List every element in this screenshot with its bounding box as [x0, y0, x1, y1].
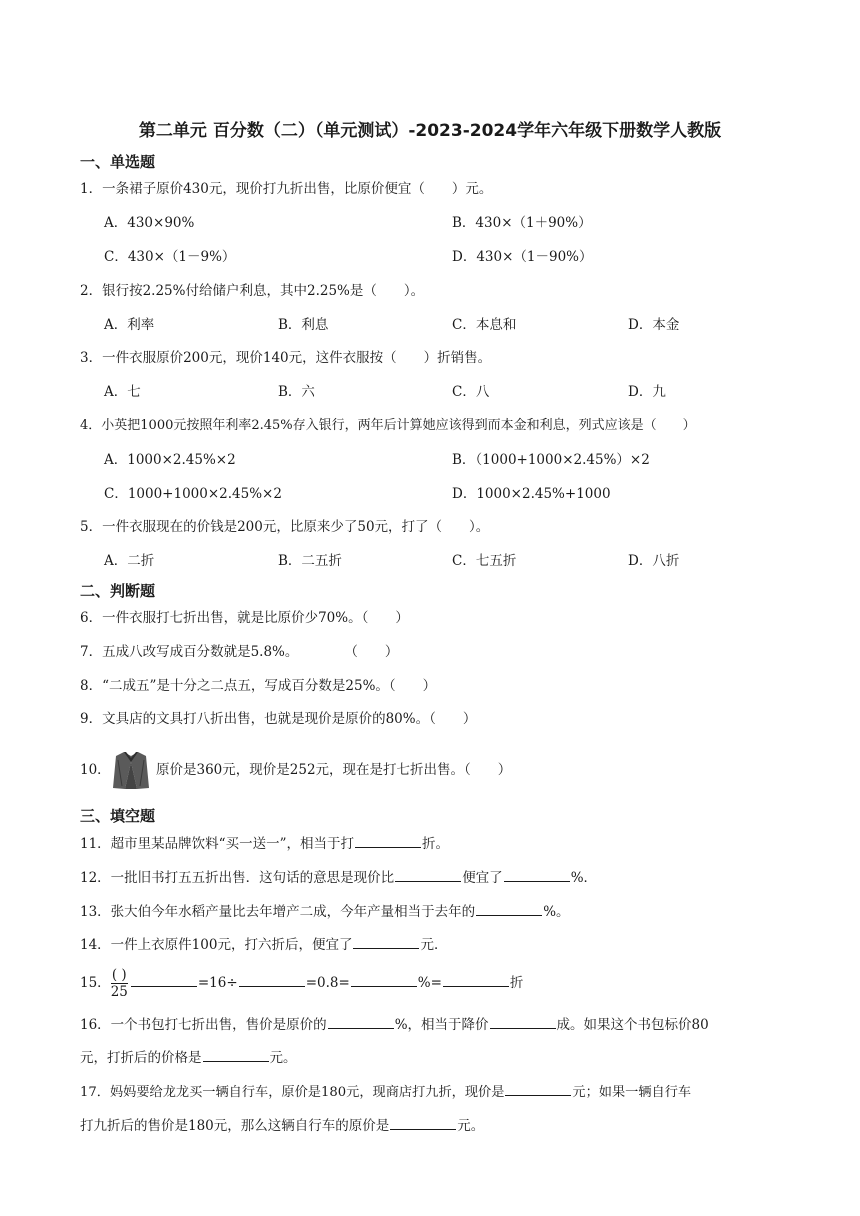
answer-blank[interactable]	[505, 1081, 571, 1096]
section-heading-single-choice: 一、单选题	[80, 153, 156, 171]
question-13-tail: %。	[543, 904, 570, 920]
question-7-text: 7．五成八改写成百分数就是5.8%。	[80, 644, 299, 660]
question-15-part-d: 折	[509, 975, 524, 991]
q4-option-d: D．1000×2.45%+1000	[452, 486, 611, 502]
question-4: 4．小英把1000元按照年利率2.45%存入银行，两年后计算她应该得到而本金和利息，列式应该是（ ）	[80, 418, 696, 433]
question-9: 9．文具店的文具打八折出售，也就是现价是原价的80%。（ ）	[80, 711, 477, 727]
q2-option-b: B．利息	[278, 317, 329, 333]
answer-blank[interactable]	[443, 972, 509, 987]
q2-option-a: A．利率	[104, 317, 155, 333]
answer-blank[interactable]	[476, 901, 542, 916]
question-13-text: 13．张大伯今年水稻产量比去年增产二成，今年产量相当于去年的	[80, 904, 476, 920]
answer-blank[interactable]	[351, 972, 417, 987]
q5-option-b: B．二五折	[278, 553, 342, 569]
q2-option-c: C．本息和	[452, 317, 517, 333]
jacket-icon	[112, 750, 150, 790]
question-14	[80, 934, 447, 955]
answer-blank[interactable]	[353, 934, 419, 949]
answer-blank[interactable]	[328, 1014, 394, 1029]
answer-blank[interactable]	[490, 1014, 556, 1029]
question-17-line-2	[80, 1115, 484, 1136]
q4-option-c: C．1000+1000×2.45%×2	[104, 486, 282, 502]
q3-option-b: B．六	[278, 384, 315, 400]
answer-blank[interactable]	[239, 972, 305, 987]
question-15-part-c: %=	[417, 975, 442, 991]
question-10-number: 10．	[80, 762, 111, 778]
question-12	[80, 867, 597, 888]
question-10-text: 原价是360元，现价是252元，现在是打七折出售。（ ）	[156, 762, 512, 778]
fraction-numerator: ( )	[111, 967, 127, 983]
question-12-tail: %．	[570, 870, 598, 886]
page-title: 第二单元 百分数（二）（单元测试）-2023-2024学年六年级下册数学人教版	[138, 121, 722, 141]
question-17-mid: 元；如果一辆自行车	[572, 1085, 692, 1100]
question-7	[80, 642, 398, 662]
question-15-part-a: =16÷	[197, 975, 238, 991]
question-17-tail: 元。	[457, 1118, 485, 1134]
question-16-line-2	[80, 1047, 297, 1068]
question-12-mid: 便宜了	[462, 870, 503, 886]
question-16-line-2-text: 元，打折后的价格是	[80, 1050, 202, 1066]
question-1: 1．一条裙子原价430元，现价打九折出售，比原价便宜（ ）元。	[80, 181, 493, 197]
section-heading-fill-in: 三、填空题	[80, 807, 156, 825]
question-16-tail: 元。	[269, 1050, 297, 1066]
answer-blank[interactable]	[390, 1115, 456, 1130]
question-16-text: 16．一个书包打七折出售，售价是原价的	[80, 1017, 327, 1033]
answer-blank[interactable]	[355, 833, 421, 848]
fraction	[111, 967, 128, 1000]
question-11-text: 11．超市里某品牌饮料“买一送一”，相当于打	[80, 836, 354, 852]
q4-option-a: A．1000×2.45%×2	[104, 452, 236, 468]
fraction-denominator: 25	[110, 984, 128, 1000]
question-15-number: 15．	[80, 975, 111, 991]
question-7-paren: （ ）	[344, 644, 399, 660]
q1-option-c: C．430×（1－9%）	[104, 249, 236, 265]
q1-option-d: D．430×（1－90%）	[452, 249, 593, 265]
answer-blank[interactable]	[395, 867, 461, 882]
q2-option-d: D．本金	[628, 317, 680, 333]
question-8: 8．“二成五”是十分之二点五，写成百分数是25%。（ ）	[80, 678, 437, 694]
question-11-tail: 折。	[421, 836, 449, 852]
question-12-text: 12．一批旧书打五五折出售．这句话的意思是现价比	[80, 870, 395, 886]
question-16-line-1	[80, 1014, 709, 1035]
question-5: 5．一件衣服现在的价钱是200元，比原来少了50元，打了（ ）。	[80, 519, 490, 535]
answer-blank[interactable]	[131, 972, 197, 987]
question-13	[80, 901, 570, 922]
question-17-line-1	[80, 1081, 691, 1103]
question-17-text: 17．妈妈要给龙龙买一辆自行车，原价是180元，现商店打九折，现价是	[80, 1085, 505, 1100]
section-heading-true-false: 二、判断题	[80, 582, 156, 600]
question-15-part-b: =0.8=	[305, 975, 350, 991]
question-16-mid: %，相当于降价	[394, 1017, 489, 1033]
q5-option-a: A．二折	[104, 553, 155, 569]
question-17-line-2-text: 打九折后的售价是180元，那么这辆自行车的原价是	[80, 1118, 390, 1134]
question-16-mid-2: 成。如果这个书包标价80	[556, 1017, 709, 1033]
question-15	[80, 962, 523, 1004]
answer-blank[interactable]	[203, 1047, 269, 1062]
q3-option-a: A．七	[104, 384, 141, 400]
q3-option-c: C．八	[452, 384, 490, 400]
question-11	[80, 833, 449, 854]
question-6: 6．一件衣服打七折出售，就是比原价少70%。（ ）	[80, 610, 409, 626]
question-3: 3．一件衣服原价200元，现价140元，这件衣服按（ ）折销售。	[80, 350, 492, 366]
question-14-text: 14．一件上衣原件100元，打六折后，便宜了	[80, 937, 353, 953]
q1-option-b: B．430×（1＋90%）	[452, 215, 592, 231]
answer-blank[interactable]	[504, 867, 570, 882]
q1-option-a: A．430×90%	[104, 215, 195, 231]
q3-option-d: D．九	[628, 384, 666, 400]
question-14-tail: 元．	[420, 937, 448, 953]
question-2: 2．银行按2.25%付给储户利息，其中2.25%是（ ）。	[80, 283, 425, 299]
q5-option-c: C．七五折	[452, 553, 517, 569]
q5-option-d: D．八折	[628, 553, 680, 569]
q4-option-b: B．（1000+1000×2.45%）×2	[452, 452, 650, 468]
